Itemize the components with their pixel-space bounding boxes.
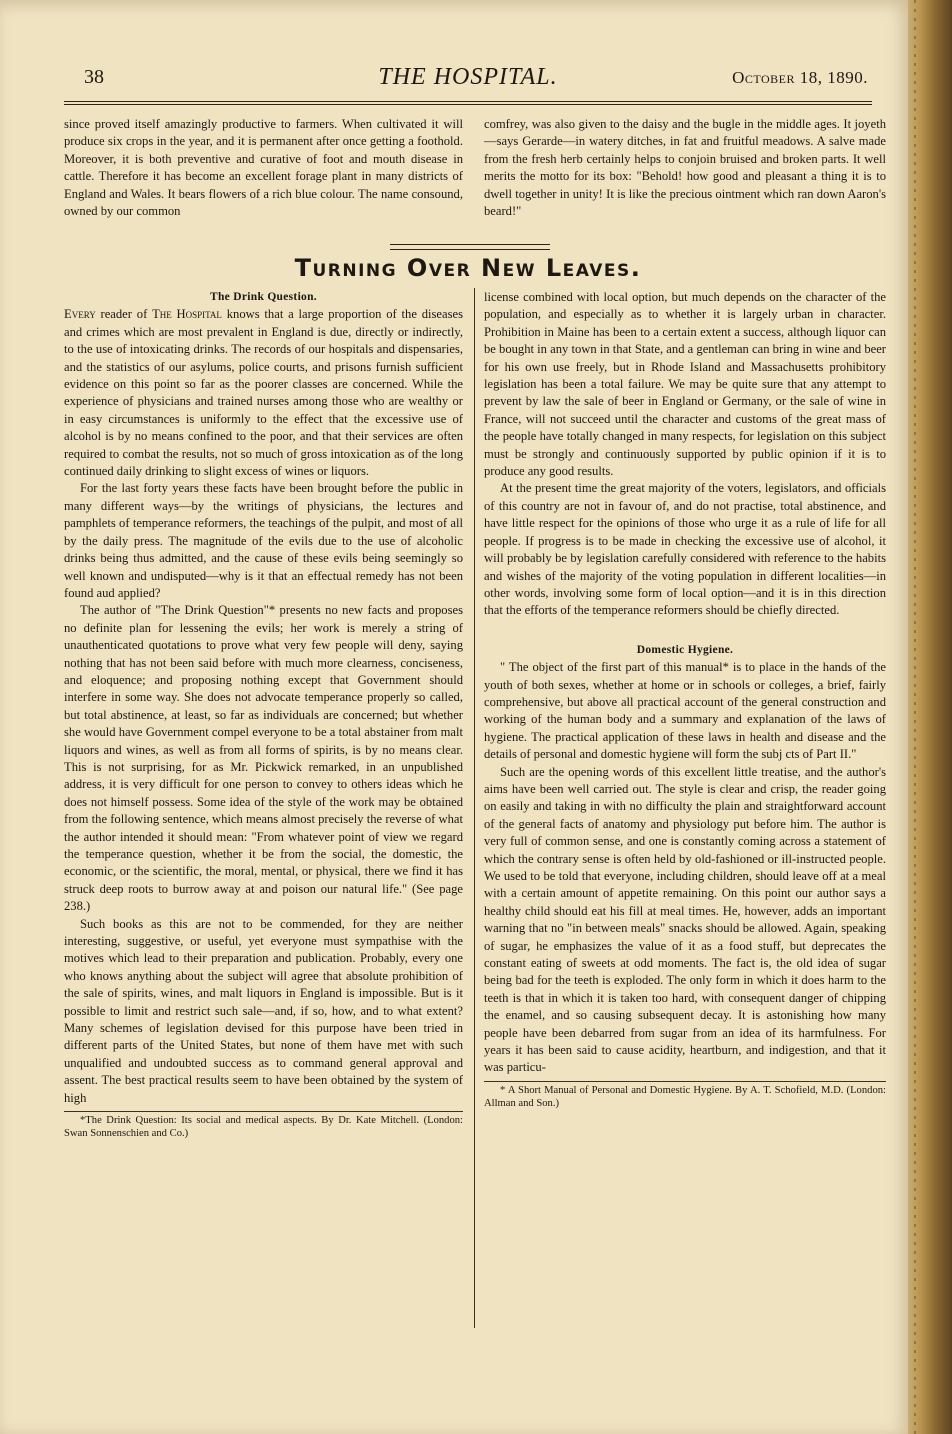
drink-p1-text-a: reader of	[95, 307, 153, 322]
issue-date: October 18, 1890.	[732, 68, 868, 87]
top-right-column	[484, 116, 886, 220]
drink-paragraph-2: For the last forty years these facts have been brought before the public in many different ways—by the writings of physicians, the lectures and pamphlets of temperance reformers, the teachings of the pulpit, and most of all by the daily press. The magnitude of the evils due to the use of alcoholic drinks being thus admitted, and the cause of these evils being seemingly so well known and undisputed—why is it that an effectual remedy has not been found aud applied?	[64, 481, 463, 600]
drink-paragraph-1	[64, 306, 463, 480]
drink-right-column	[484, 289, 886, 1110]
journal-name-inline: The Hospital	[152, 307, 222, 322]
running-header	[64, 62, 872, 98]
hygiene-paragraph-2: Such are the opening words of this excellent little treatise, and the author's aims have been well carried out. The style is clear and crisp, the reader going on easily and taking in with no difficulty the plain and straightforward account of the general facts of anatomy and physiology put before him. The author is very full of common sense, and one is constantly coming across a statement of which the contrary sense is often held by old-fashioned or ill-instructed people. We used to be told that everyone, including children, should leave off at a meal with a certain amount of appetite remaining. On this point our author says a healthy child should eat his fill at meal times. He, however, adds an important warning that no "in between meals" snacks should be allowed. Again, speaking of sugar, he emphasizes the value of it as a food stuff, but deprecates the constant eating of sweets at odd moments. The fact is, the old idea of sugar being bad for the teeth is exploded. The only form in which it does harm to the teeth is that in which it is taken too hard, with consequent danger of chipping the enamel, and so causing subsequent decay. It is astonishing how many people have been debarred from sugar from an idea of its harmfulness. For years it has been said to cause acidity, heartburn, and indigestion, and that it was particu-	[484, 764, 886, 1075]
drop-word: Every	[64, 307, 96, 322]
hygiene-footnote: * A Short Manual of Personal and Domestic Hygiene. By A. T. Schofield, M.D. (London: Allman and Son.)	[484, 1084, 886, 1109]
drink-paragraph-5: license combined with local option, but much depends on the character of the population, and especially as to whether it is largely urban in character. Prohibition in Maine has been to a certain extent a success, although liquor can be bought in any town in that State, and a gentleman can bring in wine and beer for his own use freely, but in Rhode Island and Massachusetts prohibitory legislation has been a total failure. We may be quite sure that any attempt to prevent by law the sale of beer in England or Germany, or the sale of wine in France, will not succeed until the character and customs of the great mass of the people have totally changed in many respects, for legislation on this subject must be strongly and continuously supported by public opinion if it is to produce any good results.	[484, 290, 886, 479]
header-rule	[64, 101, 872, 102]
drink-subhead: The Drink Question.	[210, 291, 317, 303]
column-divider	[474, 288, 475, 1328]
section-title: Turning Over New Leaves.	[294, 254, 642, 282]
journal-title: THE HOSPITAL.	[378, 64, 558, 90]
page-number: 38	[84, 66, 104, 88]
top-left-column	[64, 116, 463, 220]
drink-paragraph-6: At the present time the great majority of the voters, legislators, and officials of this country are not in favour of, and do not practise, total abstinence, and have little respect for the opinions of those who urge it as a rule of life for all people. If progress is to be made in checking the excessive use of alcohol, it will probably be by legislation carefully considered with reference to the habits and wishes of the majority of the voting population in different localities—in other words, involving some form of local option—and it is in this direction that the efforts of the temperance reformers should be chiefly directed.	[484, 481, 886, 618]
section-rule	[390, 244, 550, 250]
footnote-rule	[64, 1111, 463, 1112]
continued-paragraph: since proved itself amazingly productive to farmers. When cultivated it will produce six crops in the year, and it is permanent after once getting a foothold. Moreover, it is both preventive and curative of foot and mouth disease in cattle. Therefore it has become an excellent forage plant in many districts of England and Wales. It bears flowers of a rich blue colour. The name consound, owned by our common	[64, 117, 463, 219]
binding-edge	[908, 0, 952, 1434]
hygiene-subhead: Domestic Hygiene.	[636, 643, 734, 656]
drink-left-column	[64, 289, 463, 1140]
spacer	[484, 620, 886, 642]
header-rule-thin	[64, 104, 872, 105]
drink-paragraph-3: The author of "The Drink Question"* presents no new facts and proposes no definite plan for lessening the evils; her work is merely a string of unauthenticated quotations to prove what very few people will deny, saying nothing that has not been said before with much more clearness, conciseness, and eloquence; and proposing nothing except that Government should interfere in some way. She does not advocate temperance properly so called, but total abstinence, at least, so far as individuals are concerned; but whether she would have Government compel everyone to be a total abstainer from malt liquors and wines, as well as from all forms of spirits, is by no means clear. This is not surprising, for as Mr. Pickwick remarked, in an unpublished address, it is very difficult for one person to convey to others ideas which he does not himself possess. Some idea of the style of the work may be obtained from the following sentence, which means almost precisely the reverse of what the author intended it should mean: "From whatever point of view we regard the temperance question, whether it be from the social, the domestic, the economic, or the scientific, the moral, mental, or physical, there we find it has struck deep roots to burrow away at and poison our natural life." (See page 238.)	[64, 603, 463, 914]
drink-footnote: *The Drink Question: Its social and medical aspects. By Dr. Kate Mitchell. (London: Swan Sonnenschien and Co.)	[64, 1115, 463, 1140]
footnote-rule-right	[484, 1081, 886, 1082]
hygiene-paragraph-1: " The object of the first part of this manual* is to place in the hands of the youth of both sexes, whether at home or in schools or colleges, a brief, fairly comprehensive, but above all practical account of the general construction and working of the human body and a summary and explanation of the laws of hygiene. The practical application of these laws in health and disease and the details of personal and domestic hygiene will form the subj cts of Part II."	[484, 660, 886, 762]
drink-p1-text-b: knows that a large proportion of the diseases and crimes which are most prevalent in England is due, directly or indirectly, to the use of intoxicating drinks. The records of our hospitals and dispensaries, and the statistics of our asylums, police courts, and prisons furnish sufficient evidence on this point so far as the poorer classes are concerned. While the experience of physicians and trained nurses among those who are wealthy or in easy circumstances is uniformly to the effect that the excessive use of alcohol is by no means confined to the poor, and that their services are often required to combat the results, not so much of gross intoxication as of the long continued daily drinking to slight excess of wines or liquors.	[64, 307, 463, 479]
drink-paragraph-4: Such books as this are not to be commended, for they are neither interesting, suggestive, or useful, yet everyone must sympathise with the motives which lead to their preparation and publication. Probably, every one who knows anything about the subject will agree that absolute prohibition of the sale of spirits, wines, and malt liquors in England is impossible. But is it possible to limit and restrict such sale—and, if so, how, and to what extent? Many schemes of legislation devised for this purpose have been tried in different parts of the United States, but none of them have met with such unqualified and undoubted success as to command general approval and assent. The best practical results seem to have been obtained by the system of high	[64, 916, 463, 1105]
continued-paragraph-right: comfrey, was also given to the daisy and the bugle in the middle ages. It joyeth—says Gerarde—in watery ditches, in fat and fruitful meadows. A salve made from the fresh herb certainly helps to conjoin bruised and broken parts. It well merits the motto for its box: "Behold! how good and pleasant a thing it is to dwell together in unity! It is like the precious ointment which ran down Aaron's beard!"	[484, 117, 886, 219]
